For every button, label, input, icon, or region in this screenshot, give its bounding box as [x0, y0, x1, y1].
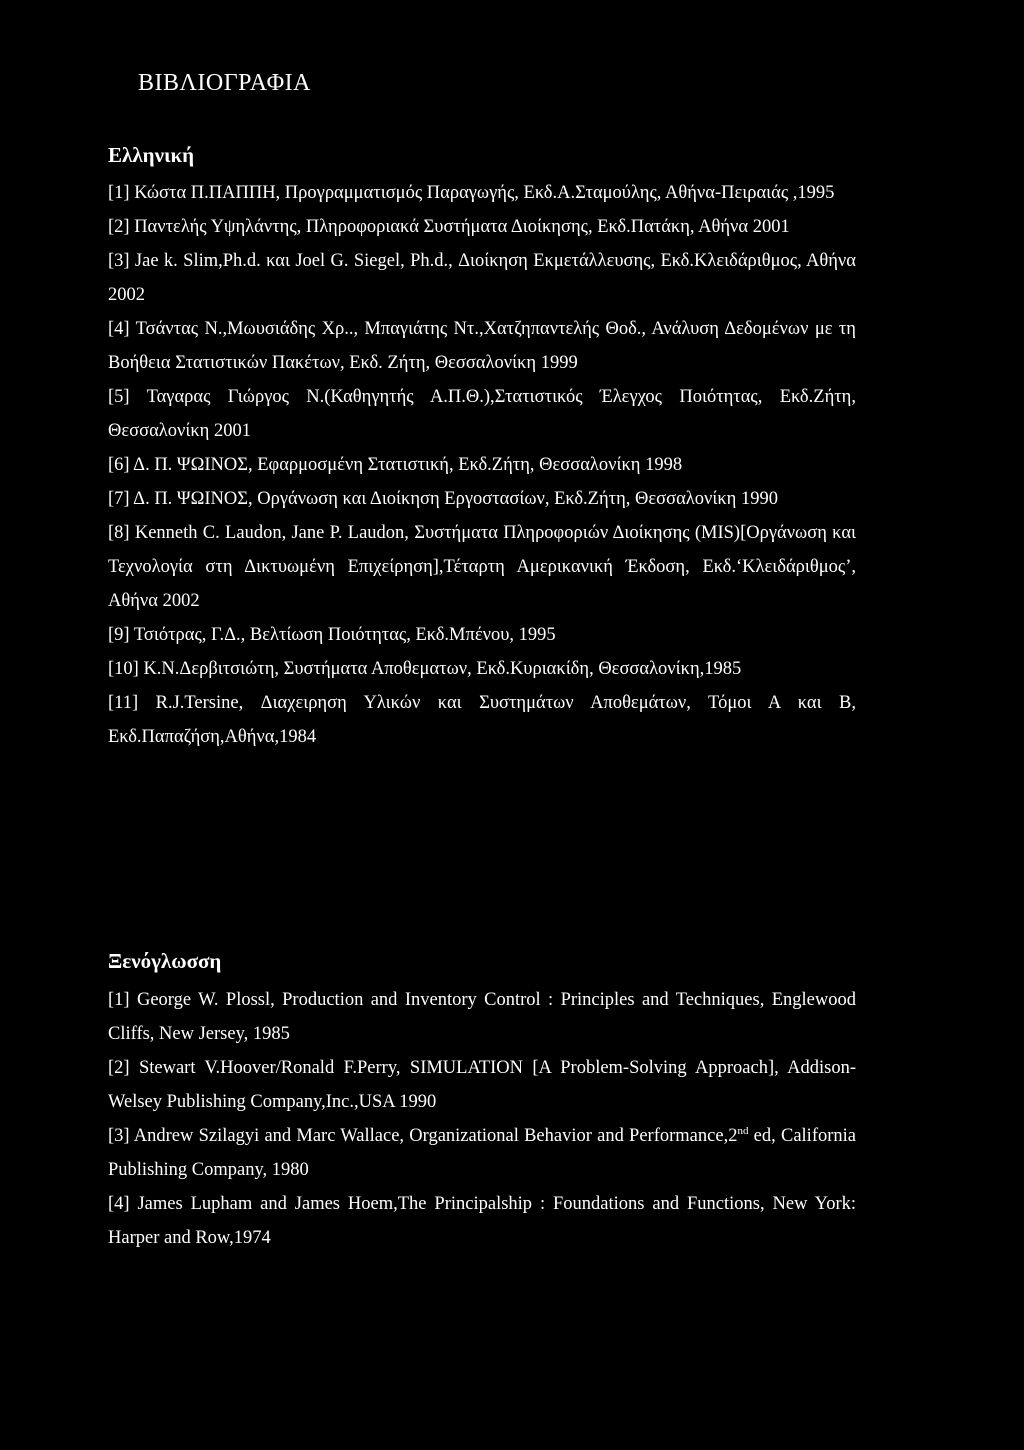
greek-reference-list [108, 176, 856, 754]
reference-item: [10] Κ.Ν.Δερβιτσιώτη, Συστήματα Αποθεματων, Εκδ.Κυριακίδη, Θεσσαλονίκη,1985 [108, 659, 742, 679]
foreign-reference-list [108, 983, 856, 1255]
reference-item [108, 1119, 856, 1187]
reference-item: [5] Ταγαρας Γιώργος Ν.(Καθηγητής Α.Π.Θ.),Στατιστικός Έλεγχος Ποιότητας, Εκδ.Ζήτη, Θεσσαλονίκη 2001 [108, 387, 856, 441]
reference-item: [3] Jae k. Slim,Ph.d. και Joel G. Siegel, Ph.d., Διοίκηση Εκμετάλλευσης, Εκδ.Κλειδάριθμος, Αθήνα 2002 [108, 251, 856, 305]
reference-item: [8] Kenneth C. Laudon, Jane P. Laudon, Συστήματα Πληροφοριών Διοίκησης (MIS)[Οργάνωση και Τεχνολογία στη Δικτυωμένη Επιχείρηση],Τέταρτη Αμερικανική Έκδοση, Εκδ.‘Κλειδάριθμος’, Αθήνα 2002 [108, 523, 856, 611]
reference-text: ed, California Publishing Company, 1980 [108, 1126, 856, 1180]
reference-item: [2] Stewart V.Hoover/Ronald F.Perry, SIMULATION [A Problem-Solving Approach], Addison-Welsey Publishing Company,Inc.,USA 1990 [108, 1058, 856, 1112]
section-heading-greek: Ελληνική [108, 143, 195, 167]
section-heading-foreign: Ξενόγλωσση [108, 949, 222, 973]
page-title: ΒΙΒΛΙΟΓΡΑΦΙΑ [138, 70, 311, 96]
reference-item: [6] Δ. Π. ΨΩΙΝΟΣ, Εφαρμοσμένη Στατιστική, Εκδ.Ζήτη, Θεσσαλονίκη 1998 [108, 455, 683, 475]
reference-text: [3] Andrew Szilagyi and Marc Wallace, Organizational Behavior and Performance,2 [108, 1126, 738, 1146]
reference-item: [9] Τσιότρας, Γ.Δ., Βελτίωση Ποιότητας, Εκδ.Μπένου, 1995 [108, 625, 556, 645]
reference-item: [11] R.J.Tersine, Διαχειρηση Υλικών και Συστημάτων Αποθεμάτων, Τόμοι Α και Β, Εκδ.Παπαζήση,Αθήνα,1984 [108, 693, 856, 747]
reference-item: [4] Τσάντας Ν.,Μωυσιάδης Χρ.., Μπαγιάτης Ντ.,Χατζηπαντελής Θοδ., Ανάλυση Δεδομένων με τη Βοήθεια Στατιστικών Πακέτων, Εκδ. Ζήτη, Θεσσαλονίκη 1999 [108, 319, 856, 373]
reference-item: [1] Κώστα Π.ΠΑΠΠΗ, Προγραμματισμός Παραγωγής, Εκδ.Α.Σταμούλης, Αθήνα-Πειραιάς ,1995 [108, 183, 835, 203]
reference-item: [2] Παντελής Υψηλάντης, Πληροφοριακά Συστήματα Διοίκησης, Εκδ.Πατάκη, Αθήνα 2001 [108, 217, 790, 237]
reference-item: [1] George W. Plossl, Production and Inventory Control : Principles and Techniques, Englewood Cliffs, New Jersey, 1985 [108, 990, 856, 1044]
reference-item: [7] Δ. Π. ΨΩΙΝΟΣ, Οργάνωση και Διοίκηση Εργοστασίων, Εκδ.Ζήτη, Θεσσαλονίκη 1990 [108, 489, 778, 509]
ordinal-suffix: nd [737, 1124, 749, 1137]
reference-item: [4] James Lupham and James Hoem,The Principalship : Foundations and Functions, New York: Harper and Row,1974 [108, 1194, 856, 1248]
